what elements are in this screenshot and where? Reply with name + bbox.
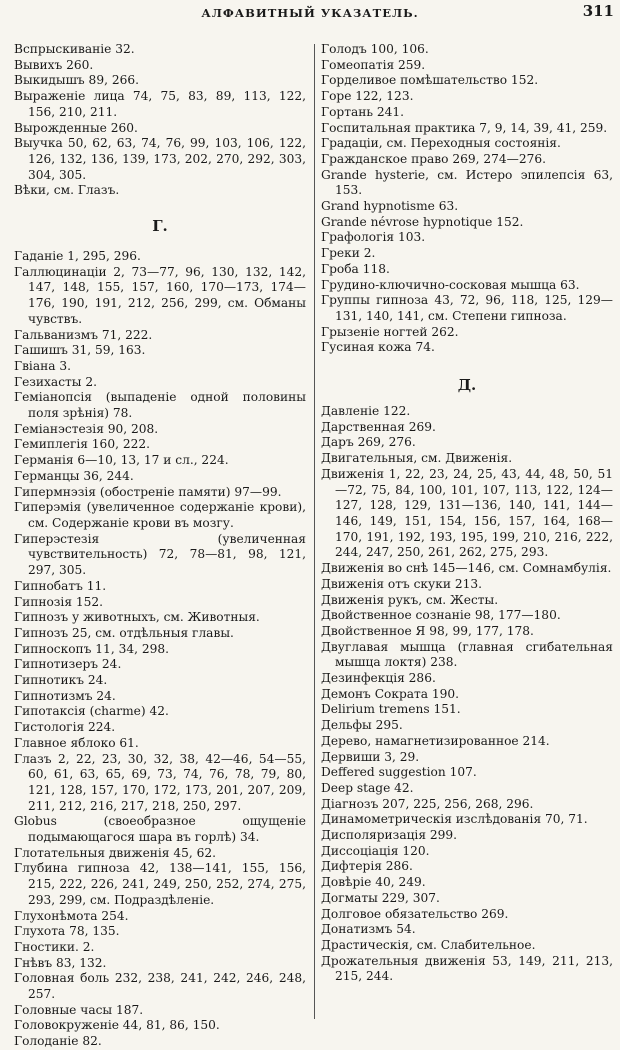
index-entry: Гвіана 3.	[14, 358, 71, 373]
index-entry: Діагнозъ 207, 225, 256, 268, 296.	[321, 796, 534, 811]
left-index-column	[14, 42, 306, 1050]
index-entry: Дарственная 269.	[321, 419, 436, 434]
index-entry: Гипнозія 152.	[14, 594, 104, 609]
index-entry: Голоданіе 82.	[14, 1034, 102, 1049]
index-entry: Гомеопатія 259.	[321, 57, 426, 72]
index-entry: Гипнотизмъ 24.	[14, 688, 116, 703]
index-entry: Гезихасты 2.	[14, 374, 97, 389]
index-entry: Двуглавая мышца (главная сгибательная мышца локтя) 238.	[321, 639, 613, 670]
index-entry: Дерево, намагнетизированное 214.	[321, 733, 550, 748]
page-title: АЛФАВИТНЫЙ УКАЗАТЕЛЬ.	[201, 6, 419, 20]
index-entry: Дрожательныя движенія 53, 149, 211, 213, 215, 244.	[321, 953, 613, 984]
index-entry: Гностики. 2.	[14, 939, 95, 954]
index-entry: Германія 6—10, 13, 17 и сл., 224.	[14, 453, 229, 468]
index-entry: Гаданіе 1, 295, 296.	[14, 249, 141, 264]
section-heading-d: Д.	[457, 376, 477, 395]
index-entry: Движенія рукъ, см. Жесты.	[321, 592, 499, 607]
index-entry: Греки 2.	[321, 246, 376, 261]
index-entry: Диссоціація 120.	[321, 843, 430, 858]
index-entry: Вѣки, см. Глазъ.	[14, 183, 120, 198]
index-entry: Довѣріе 40, 249.	[321, 875, 426, 890]
index-entry: Гипнозъ 25, см. отдѣльныя главы.	[14, 625, 234, 640]
index-entry: Градаціи, см. Переходныя состоянія.	[321, 136, 561, 151]
index-entry: Движенія во снѣ 145—146, см. Сомнамбулія.	[321, 561, 612, 576]
index-entry: Движенія отъ скуки 213.	[321, 576, 482, 591]
index-entry: Двойственное Я 98, 99, 177, 178.	[321, 623, 534, 638]
index-entry: Даръ 269, 276.	[321, 435, 416, 450]
index-entry: Грызеніе ногтей 262.	[321, 324, 459, 339]
index-entry: Гиперэстезія (увеличенная чувствительность) 72, 78—81, 98, 121, 297, 305.	[14, 531, 306, 578]
index-entry: Глухота 78, 135.	[14, 924, 120, 939]
index-entry: Гипотаксія (charme) 42.	[14, 704, 169, 719]
index-entry: Головная боль 232, 238, 241, 242, 246, 248, 257.	[14, 971, 306, 1002]
index-entry: Давленіе 122.	[321, 404, 411, 419]
index-entry: Grand hypnotisme 63.	[321, 199, 459, 214]
index-entry: Гортань 241.	[321, 104, 404, 119]
page-number: 311	[582, 2, 614, 20]
index-entry: Головные часы 187.	[14, 1002, 144, 1017]
index-entry: Гальванизмъ 71, 222.	[14, 327, 153, 342]
index-entry: Вырожденные 260.	[14, 120, 138, 135]
index-entry: Донатизмъ 54.	[321, 922, 416, 937]
index-entry: Дифтерія 286.	[321, 859, 413, 874]
entry-list-d	[321, 404, 613, 985]
entry-list-g	[14, 249, 306, 1050]
index-entry: Демонъ Сократа 190.	[321, 686, 460, 701]
index-entry: Гипнотизеръ 24.	[14, 657, 122, 672]
index-entry: Грудино-ключично-сосковая мышца 63.	[321, 277, 580, 292]
index-entry: Grande hysterie, см. Истеро эпилепсія 63, 153.	[321, 167, 613, 198]
index-entry: Гашишъ 31, 59, 163.	[14, 343, 146, 358]
index-entry: Глотательныя движенія 45, 62.	[14, 845, 217, 860]
index-entry: Головокруженіе 44, 81, 86, 150.	[14, 1018, 220, 1033]
section-heading-g: Г.	[152, 217, 168, 236]
index-entry: Геміанопсія (выпаденіе одной половины поля зрѣнія) 78.	[14, 390, 306, 421]
column-divider	[314, 44, 315, 1019]
index-entry: Глухонѣмота 254.	[14, 908, 129, 923]
index-entry: Главное яблоко 61.	[14, 735, 139, 750]
index-entry: Дисполяризація 299.	[321, 828, 458, 843]
index-entry: Геміанэстезія 90, 208.	[14, 421, 159, 436]
index-entry: Двойственное сознаніе 98, 177—180.	[321, 608, 561, 623]
index-entry: Динамометрическія изслѣдованія 70, 71.	[321, 812, 588, 827]
index-entry: Deffered suggestion 107.	[321, 765, 477, 780]
index-entry: Выраженіе лица 74, 75, 83, 89, 113, 122, 156, 210, 211.	[14, 89, 306, 119]
index-entry: Гипнобатъ 11.	[14, 578, 107, 593]
right-index-column	[321, 42, 613, 985]
index-entry: Гнѣвъ 83, 132.	[14, 955, 107, 970]
index-entry: Долговое обязательство 269.	[321, 906, 509, 921]
index-entry: Выучка 50, 62, 63, 74, 76, 99, 103, 106, 122, 126, 132, 136, 139, 173, 202, 270, 292, 303, 304, 305.	[14, 136, 306, 182]
index-entry: Глазъ 2, 22, 23, 30, 32, 38, 42—46, 54—55, 60, 61, 63, 65, 69, 73, 74, 76, 78, 79, 80, 121, 128, 157, 170, 172, 173, 201, 207, 209, 211, 212, 216, 217, 218, 250, 297.	[14, 751, 306, 813]
page-header	[0, 0, 620, 26]
entry-list-v	[14, 42, 306, 199]
index-entry: Драстическія, см. Слабительное.	[321, 937, 536, 952]
index-entry: Вывихъ 260.	[14, 57, 94, 72]
index-entry: Гипнозъ у животныхъ, см. Животныя.	[14, 610, 260, 625]
index-entry: Горе 122, 123.	[321, 89, 414, 104]
index-entry: Догматы 229, 307.	[321, 890, 440, 905]
index-entry: Гипермнэзія (обостреніе памяти) 97—99.	[14, 484, 282, 499]
index-entry: Гроба 118.	[321, 261, 390, 276]
index-entry: Глубина гипноза 42, 138—141, 155, 156, 215, 222, 226, 241, 249, 250, 252, 274, 275, 293, 299, см. Подраздѣленіе.	[14, 861, 306, 907]
index-entry: Дельфы 295.	[321, 718, 403, 733]
index-entry: Deep stage 42.	[321, 780, 414, 795]
index-entry: Гемиплегія 160, 222.	[14, 437, 150, 452]
index-entry: Гражданское право 269, 274—276.	[321, 151, 546, 166]
index-entry: Дервиши 3, 29.	[321, 749, 420, 764]
index-entry: Delirium tremens 151.	[321, 702, 461, 717]
index-entry: Германцы 36, 244.	[14, 468, 134, 483]
index-entry: Гистологія 224.	[14, 720, 116, 735]
index-entry: Гипнотикъ 24.	[14, 673, 108, 688]
index-entry: Дезинфекція 286.	[321, 671, 436, 686]
index-entry: Движенія 1, 22, 23, 24, 25, 43, 44, 48, 50, 51—72, 75, 84, 100, 101, 107, 113, 122, 124—127, 128, 129, 131—136, 140, 141, 144—146, 149, 151, 154, 156, 157, 164, 168—170, 191, 192, 193, 195, 199, 210, 216, 222, 244, 247, 250, 261, 262, 275, 293.	[321, 466, 613, 560]
index-entry: Голодъ 100, 106.	[321, 42, 429, 56]
entry-list-g-continued	[321, 42, 613, 356]
index-entry: Выкидышъ 89, 266.	[14, 73, 139, 88]
index-entry: Вспрыскиваніе 32.	[14, 42, 135, 56]
index-entry: Grande névrose hypnotique 152.	[321, 214, 524, 229]
index-entry: Галлюцинаціи 2, 73—77, 96, 130, 132, 142, 147, 148, 155, 157, 160, 170—173, 174—176, 190, 191, 212, 256, 299, см. Обманы чувствъ.	[14, 264, 306, 326]
index-entry: Госпитальная практика 7, 9, 14, 39, 41, 259.	[321, 120, 608, 135]
index-entry: Гиперэмія (увеличенное содержаніе крови), см. Содержаніе крови въ мозгу.	[14, 500, 306, 530]
index-entry: Графологія 103.	[321, 230, 426, 245]
index-entry: Группы гипноза 43, 72, 96, 118, 125, 129—131, 140, 141, см. Степени гипноза.	[321, 293, 613, 323]
index-entry: Гусиная кожа 74.	[321, 340, 435, 355]
index-entry: Гипноскопъ 11, 34, 298.	[14, 641, 169, 656]
index-entry: Globus (своеобразное ощущеніе подымающагося шара въ горлѣ) 34.	[14, 814, 306, 845]
index-entry: Двигательныя, см. Движенія.	[321, 451, 513, 466]
index-entry: Горделивое помѣшательство 152.	[321, 73, 539, 88]
